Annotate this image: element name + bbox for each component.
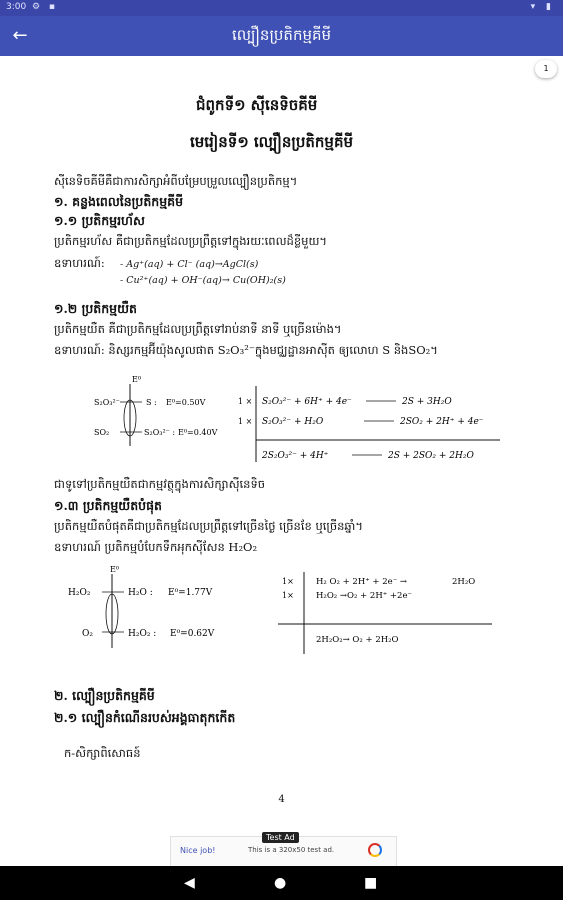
- half-equation-3-left: H₂ O₂ + 2H⁺ + 2e⁻ →: [316, 577, 408, 587]
- section-1-3-example: ឧទាហរណ៍ ប្រតិកម្មបំបែកទឹកអុកស៊ីសែន H₂O₂: [54, 540, 258, 554]
- intro-text: ស៊ីនេទិចគីមីគឺជាការសិក្សាអំពីបម្រែបម្រួលល្បឿនប្រតិកម្ម។: [54, 174, 298, 188]
- section-1-2-definition: ប្រតិកម្មយឺត គឺជាប្រតិកម្មដែលប្រព្រឹត្តទៅរាប់នាទី នាទី ឬច្រើនម៉ោង។: [54, 322, 342, 336]
- couple-2-potential: E⁰=0.40V: [178, 428, 218, 437]
- ad-logo-icon: [368, 843, 382, 857]
- notification-icons: ⚙ ▪: [32, 2, 59, 12]
- nav-home-icon[interactable]: ●: [274, 875, 287, 891]
- e0-axis-label-2: E⁰: [110, 565, 120, 574]
- half-equation-2-coef: 1 ×: [238, 417, 253, 426]
- page-indicator-badge[interactable]: 1: [535, 60, 557, 78]
- lesson-title: មេរៀនទី១ ល្បឿនប្រតិកម្មគីមី: [190, 133, 353, 151]
- half-equation-4: H₂O₂ →O₂ + 2H⁺ +2e⁻: [316, 591, 412, 601]
- test-ad-label: Test Ad: [262, 832, 299, 843]
- couple-3-reductant: H₂O :: [128, 588, 153, 598]
- couple-2-oxidant: SO₂: [94, 428, 110, 437]
- arrow-left-icon[interactable]: ←: [12, 25, 28, 46]
- couple-4-oxidant: O₂: [82, 629, 93, 639]
- section-1-2-note: ជាទូទៅប្រតិកម្មយឺតជាកម្មវត្ថុក្នុងការសិក្សាស៊ីនេទិច: [54, 477, 266, 491]
- half-equation-2-left: S₂O₃²⁻ + H₂O: [262, 417, 324, 427]
- ad-description: This is a 320x50 test ad.: [248, 846, 335, 854]
- example-label: ឧទាហរណ៍:: [54, 256, 105, 270]
- app-title: ល្បឿនប្រតិកម្មគីមី: [231, 26, 332, 44]
- redox-diagram-peroxide: [66, 562, 506, 658]
- half-equation-2-right: 2SO₂ + 2H⁺ + 4e⁻: [400, 417, 484, 427]
- status-bar: [0, 0, 563, 16]
- status-time: 3:00: [6, 2, 27, 12]
- overall-equation-2: 2H₂O₂→ O₂ + 2H₂O: [316, 635, 399, 645]
- example-equation-1: - Ag⁺(aq) + Cl⁻ (aq)→AgCl(s): [120, 259, 259, 270]
- half-equation-4-coef: 1×: [282, 591, 294, 600]
- couple-3-oxidant: H₂O₂: [68, 588, 91, 598]
- couple-3-potential: E⁰=1.77V: [168, 588, 213, 598]
- couple-2-reductant: S₂O₃²⁻ :: [144, 428, 176, 437]
- half-equation-1-left: S₂O₃²⁻ + 6H⁺ + 4e⁻: [262, 397, 352, 407]
- couple-1-potential: E⁰=0.50V: [166, 398, 206, 407]
- nav-recent-icon[interactable]: ■: [364, 875, 378, 891]
- half-equation-3-right: 2H₂O: [452, 577, 476, 587]
- example-equation-2: - Cu²⁺(aq) + OH⁻(aq)→ Cu(OH)₂(s): [120, 275, 286, 286]
- chapter-title: ជំពូកទី១ ស៊ីនេទិចគីមី: [196, 96, 318, 114]
- section-1-3-heading: ១.៣ ប្រតិកម្មយឺតបំផុត: [54, 498, 162, 513]
- section-1-1-heading: ១.១ ប្រតិកម្មរហ័ស: [54, 213, 145, 228]
- half-equation-3-coef: 1×: [282, 577, 294, 586]
- section-1-1-definition: ប្រតិកម្មរហ័ស គឺជាប្រតិកម្មដែលប្រព្រឹត្តទៅក្នុងរយៈពេលដ៏ខ្លីមួយ។: [54, 234, 327, 248]
- couple-1-oxidant: S₂O₃²⁻: [94, 398, 120, 407]
- system-nav-bar: [0, 866, 563, 900]
- ad-headline[interactable]: Nice job!: [180, 846, 216, 855]
- e0-axis-label: E⁰: [132, 375, 142, 384]
- half-equation-1-right: 2S + 3H₂O: [402, 397, 452, 407]
- section-1-heading: ១. គន្លងពេលនៃប្រតិកម្មគីមី: [54, 194, 184, 209]
- nav-back-icon[interactable]: ◀: [184, 875, 195, 891]
- app-bar: [0, 16, 563, 56]
- section-2-heading: ២. ល្បឿនប្រតិកម្មគីមី: [54, 688, 155, 703]
- document-viewer[interactable]: [0, 56, 563, 836]
- page-number: 4: [278, 794, 285, 805]
- ad-banner[interactable]: [0, 833, 563, 866]
- overall-equation-right: 2S + 2SO₂ + 2H₂O: [388, 451, 474, 461]
- couple-4-reductant: H₂O₂ :: [128, 629, 157, 639]
- signal-battery-icons: ▾ ▮: [530, 2, 555, 12]
- section-2-1-heading: ២.១ ល្បឿនកំណើនរបស់អង្គធាតុកកើត: [54, 710, 236, 725]
- redox-diagram-thiosulfate: [90, 374, 510, 464]
- couple-4-potential: E⁰=0.62V: [170, 629, 215, 639]
- overall-equation-left: 2S₂O₃²⁻ + 4H⁺: [262, 451, 329, 461]
- couple-1-reductant: S :: [146, 398, 157, 407]
- half-equation-1-coef: 1 ×: [238, 397, 253, 406]
- section-1-2-heading: ១.២ ប្រតិកម្មយឺត: [54, 301, 137, 316]
- section-1-2-example: ឧទាហរណ៍: និស្សរកម្មអ៊ីយ៉ុងសូលផាត S₂O₃²⁻ក្នុងមជ្ឈដ្ឋានអាស៊ីត ឲ្យលោហ S និងSO₂។: [54, 343, 438, 357]
- section-2-1-a: ក-សិក្សាពិសោធន៍: [64, 746, 141, 760]
- section-1-3-definition: ប្រតិកម្មយឺតបំផុតគឺជាប្រតិកម្មដែលប្រព្រឹត្តទៅច្រើនថ្ងៃ ច្រើនខែ ឬច្រើនឆ្នាំ។: [54, 519, 363, 533]
